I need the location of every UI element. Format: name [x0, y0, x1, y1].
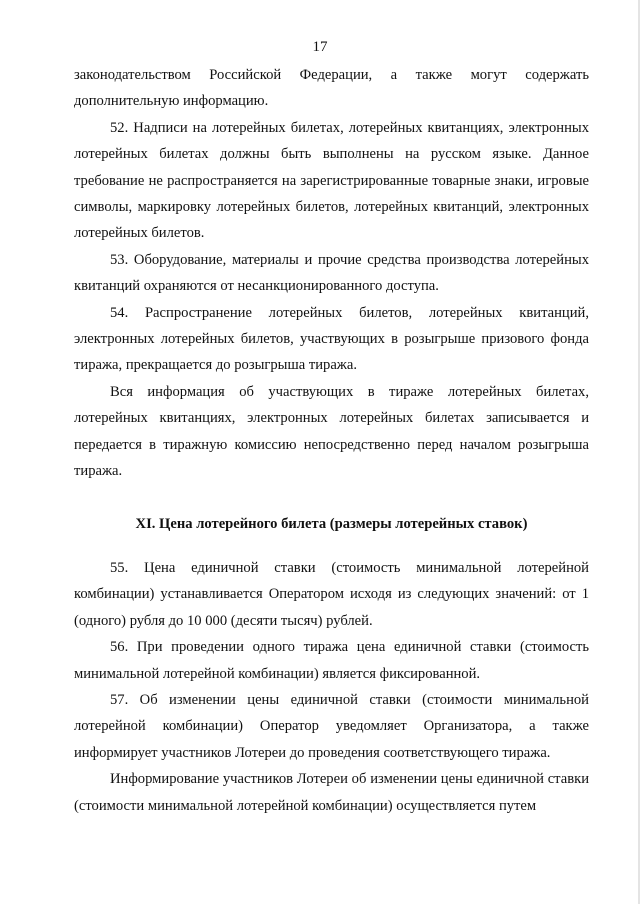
paragraph-item-57: 57. Об изменении цены единичной ставки (стоимости минимальной лотерейной комбинации) Оператор уведомляет Организатора, а также информирует участников Лотереи до проведения соответствующего тиража. [74, 691, 589, 761]
paragraph-item-54: 54. Распространение лотерейных билетов, лотерейных квитанций, электронных лотерейных билетов, участвующих в розыгрыше призового фонда тиража, прекращается до розыгрыша тиража. [74, 304, 589, 374]
paragraph-item-55: 55. Цена единичной ставки (стоимость минимальной лотерейной комбинации) устанавливается Оператором исходя из следующих значений: от 1 (одного) рубля до 10 000 (десяти тысяч) рублей. [74, 559, 589, 629]
paragraph-item-56: 56. При проведении одного тиража цена единичной ставки (стоимость минимальной лотерейной комбинации) является фиксированной. [74, 639, 589, 682]
paragraph-continuation: законодательством Российской Федерации, а также могут содержать дополнительную информацию. [74, 67, 589, 110]
paragraph-item-53: 53. Оборудование, материалы и прочие средства производства лотерейных квитанций охраняются от несанкционированного доступа. [74, 251, 589, 295]
paragraph-item-57-continuation: Информирование участников Лотереи об изменении цены единичной ставки (стоимости минимальной лотерейной комбинации) осуществляется путем [74, 771, 589, 814]
section-heading: XI. Цена лотерейного билета (размеры лотерейных ставок) [135, 515, 528, 532]
paragraph-item-52: 52. Надписи на лотерейных билетах, лотерейных квитанциях, электронных лотерейных билетах должны быть выполнены на русском языке. Данное требование не распространяется на зарегистрированные товарные знаки, игровые символы, маркировку лотерейных билетов, лотерейных квитанций, электронных лотерейных билетов. [74, 119, 589, 242]
paragraph-item-54-continuation: Вся информация об участвующих в тираже лотерейных билетах, лотерейных квитанциях, электронных лотерейных билетах записывается и передается в тиражную комиссию непосредственно перед началом розыгрыша тиража. [74, 383, 589, 480]
page-number: 17 [312, 39, 328, 55]
document-body [74, 62, 589, 819]
